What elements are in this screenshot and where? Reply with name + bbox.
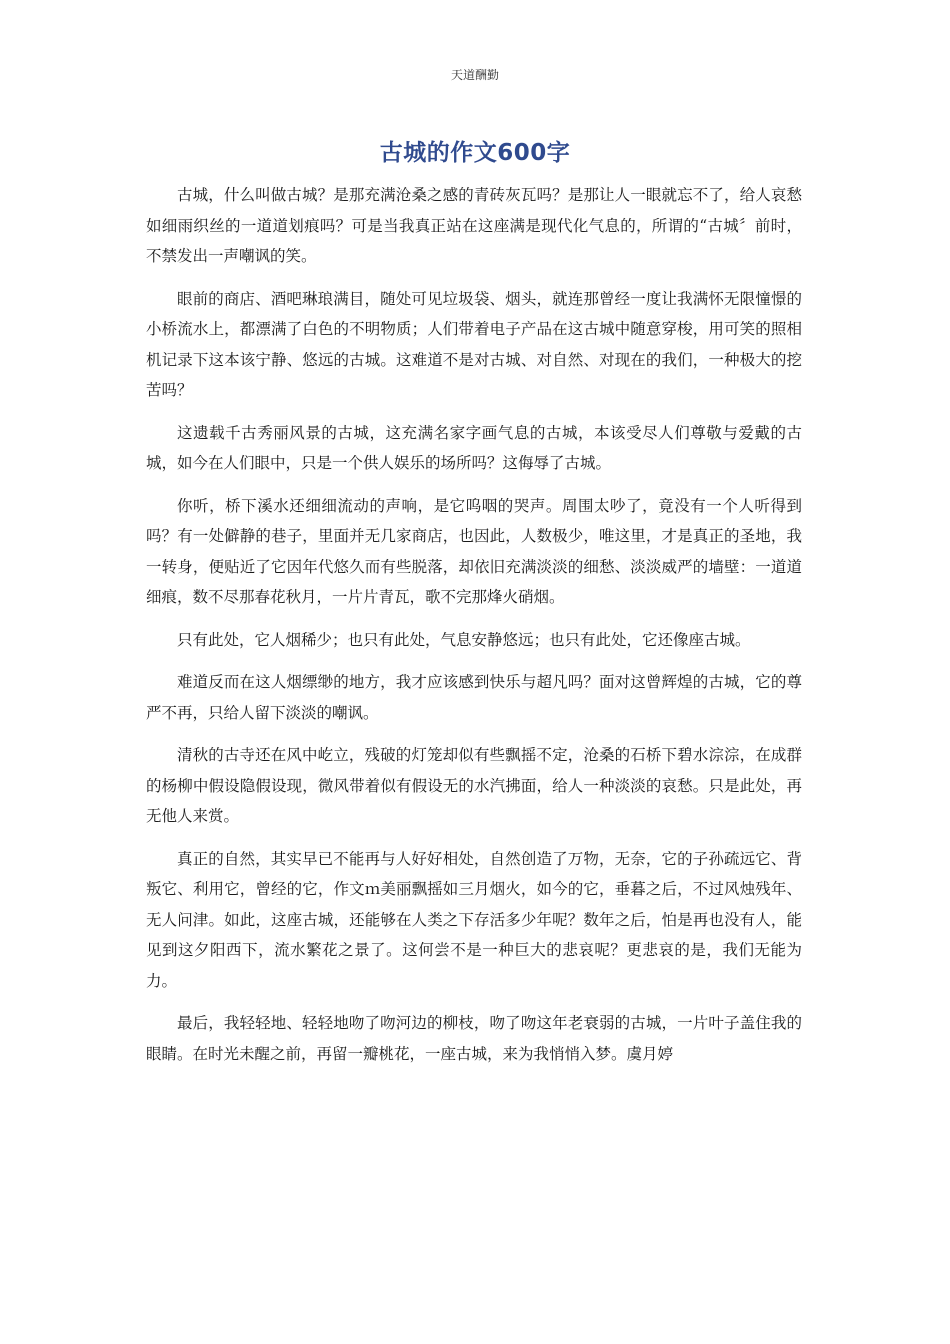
page-header: 天道酬勤 <box>450 68 499 82</box>
paragraph-4: 你听，桥下溪水还细细流动的声响，是它呜咽的哭声。周围太吵了，竟没有一个人听得到吗？有一处僻静的巷子，里面并无几家商店，也因此，人数极少，唯这里，才是真正的圣地，我一转身，便贴近了它因年代悠久而有些脱落，却依旧充满淡淡的细愁、淡淡威严的墙壁：一道道细痕，数不尽那春花秋月，一片片青瓦，歌不完那烽火硝烟。 <box>146 496 802 606</box>
paragraph-6: 难道反而在这人烟缥缈的地方，我才应该感到快乐与超凡吗？面对这曾辉煌的古城，它的尊严不再，只给人留下淡淡的嘲讽。 <box>146 673 802 722</box>
paragraph-1: 古城，什么叫做古城？是那充满沧桑之感的青砖灰瓦吗？是那让人一眼就忘不了，给人哀愁如细雨织丝的一道道划痕吗？可是当我真正站在这座满是现代化气息的，所谓的“古城〞前时，不禁发出一声嘲讽的笑。 <box>146 186 802 265</box>
paragraph-9: 最后，我轻轻地、轻轻地吻了吻河边的柳枝，吻了吻这年老衰弱的古城，一片叶子盖住我的眼睛。在时光未醒之前，再留一瓣桃花，一座古城，来为我悄悄入梦。虞月婷 <box>146 1014 802 1063</box>
paragraph-3: 这遗载千古秀丽风景的古城，这充满名家字画气息的古城，本该受尽人们尊敬与爱戴的古城，如今在人们眼中，只是一个供人娱乐的场所吗？这侮辱了古城。 <box>146 423 802 472</box>
document-body <box>146 180 802 1081</box>
document-title: 古城的作文600字 <box>379 140 571 166</box>
paragraph-5: 只有此处，它人烟稀少；也只有此处，气息安静悠远；也只有此处，它还像座古城。 <box>177 630 751 649</box>
paragraph-7: 清秋的古寺还在风中屹立，残破的灯笼却似有些飘摇不定，沧桑的石桥下碧水淙淙，在成群的杨柳中假设隐假设现，微风带着似有假设无的水汽拂面，给人一种淡淡的哀愁。只是此处，再无他人来赏。 <box>146 746 802 825</box>
paragraph-8: 真正的自然，其实早已不能再与人好好相处，自然创造了万物，无奈，它的子孙疏远它、背叛它、利用它，曾经的它，作文ｍ美丽飘摇如三月烟火，如今的它，垂暮之后，不过风烛残年、无人问津。如此，这座古城，还能够在人类之下存活多少年呢？数年之后，怕是再也没有人，能见到这夕阳西下，流水繁花之景了。这何尝不是一种巨大的悲哀呢？更悲哀的是，我们无能为力。 <box>146 849 802 990</box>
paragraph-2: 眼前的商店、酒吧琳琅满目，随处可见垃圾袋、烟头，就连那曾经一度让我满怀无限憧憬的小桥流水上，都漂满了白色的不明物质；人们带着电子产品在这古城中随意穿梭，用可笑的照相机记录下这本该宁静、悠远的古城。这难道不是对古城、对自然、对现在的我们，一种极大的挖苦吗？ <box>146 289 802 399</box>
